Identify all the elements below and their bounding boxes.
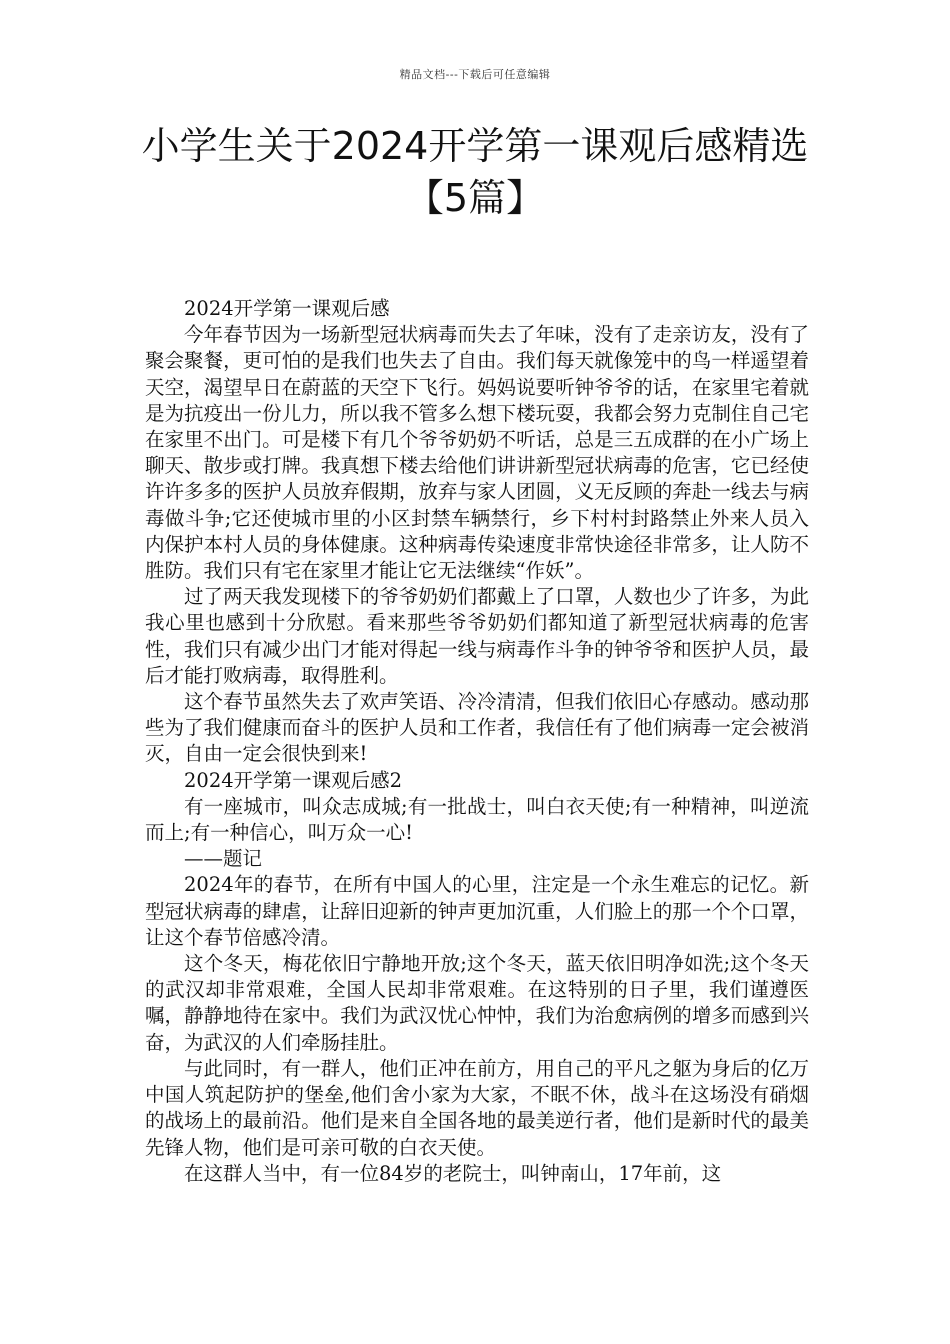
paragraph: 今年春节因为一场新型冠状病毒而失去了年味，没有了走亲访友，没有了聚会聚餐，更可怕的是我们也失去了自由。我们每天就像笼中的鸟一样遥望着天空，渴望早日在蔚蓝的天空下飞行。妈妈说要听钟爷爷的话，在家里宅着就是为抗疫出一份儿力，所以我不管多么想下楼玩耍，我都会努力克制住自己宅在家里不出门。可是楼下有几个爷爷奶奶不听话，总是三五成群的在小广场上聊天、散步或打牌。我真想下楼去给他们讲讲新型冠状病毒的危害，它已经使许许多多的医护人员放弃假期，放弃与家人团圆，义无反顾的奔赴一线去与病毒做斗争;它还使城市里的小区封禁车辆禁行，乡下村村封路禁止外来人员入内保护本村人员的身体健康。这种病毒传染速度非常快途径非常多，让人防不胜防。我们只有宅在家里才能让它无法继续“作妖”。 [145, 323, 809, 583]
epigraph-attribution: ——题记 [184, 847, 263, 871]
paragraph: 这个冬天，梅花依旧宁静地开放;这个冬天，蓝天依旧明净如洗;这个冬天的武汉却非常艰难，全国人民却非常艰难。在这特别的日子里，我们谨遵医嘱，静静地待在家中。我们为武汉忧心忡忡，我们为治愈病例的增多而感到兴奋，为武汉的人们牵肠挂肚。 [145, 952, 809, 1054]
paragraph: 与此同时，有一群人，他们正冲在前方，用自己的平凡之躯为身后的亿万中国人筑起防护的堡垒,他们舍小家为大家，不眠不休，战斗在这场没有硝烟的战场上的最前沿。他们是来自全国各地的最美逆行者，他们是新时代的最美先锋人物，他们是可亲可敬的白衣天使。 [145, 1056, 809, 1159]
document-body [145, 296, 809, 1187]
paragraph: 在这群人当中，有一位84岁的老院士，叫钟南山，17年前，这 [184, 1161, 722, 1185]
section-heading-1: 2024开学第一课观后感 [184, 297, 390, 320]
paragraph: 这个春节虽然失去了欢声笑语、冷冷清清，但我们依旧心存感动。感动那些为了我们健康而奋斗的医护人员和工作者，我信任有了他们病毒一定会被消灭，自由一定会很快到来! [145, 690, 809, 766]
paragraph: 有一座城市，叫众志成城;有一批战士，叫白衣天使;有一种精神，叫逆流而上;有一种信心，叫万众一心! [145, 794, 809, 845]
header-note: 精品文档---下载后可任意编辑 [399, 68, 551, 81]
paragraph: 过了两天我发现楼下的爷爷奶奶们都戴上了口罩，人数也少了许多，为此我心里也感到十分欣慰。看来那些爷爷奶奶们都知道了新型冠状病毒的危害性，我们只有减少出门才能对得起一线与病毒作斗争的钟爷爷和医护人员，最后才能打败病毒，取得胜利。 [145, 585, 809, 687]
document-title: 小学生关于2024开学第一课观后感精选【5篇】 [141, 124, 809, 220]
section-heading-2: 2024开学第一课观后感2 [184, 768, 403, 792]
paragraph: 2024年的春节，在所有中国人的心里，注定是一个永生难忘的记忆。新型冠状病毒的肆虐，让辞旧迎新的钟声更加沉重，人们脸上的那一个个口罩，让这个春节倍感冷清。 [145, 873, 809, 949]
